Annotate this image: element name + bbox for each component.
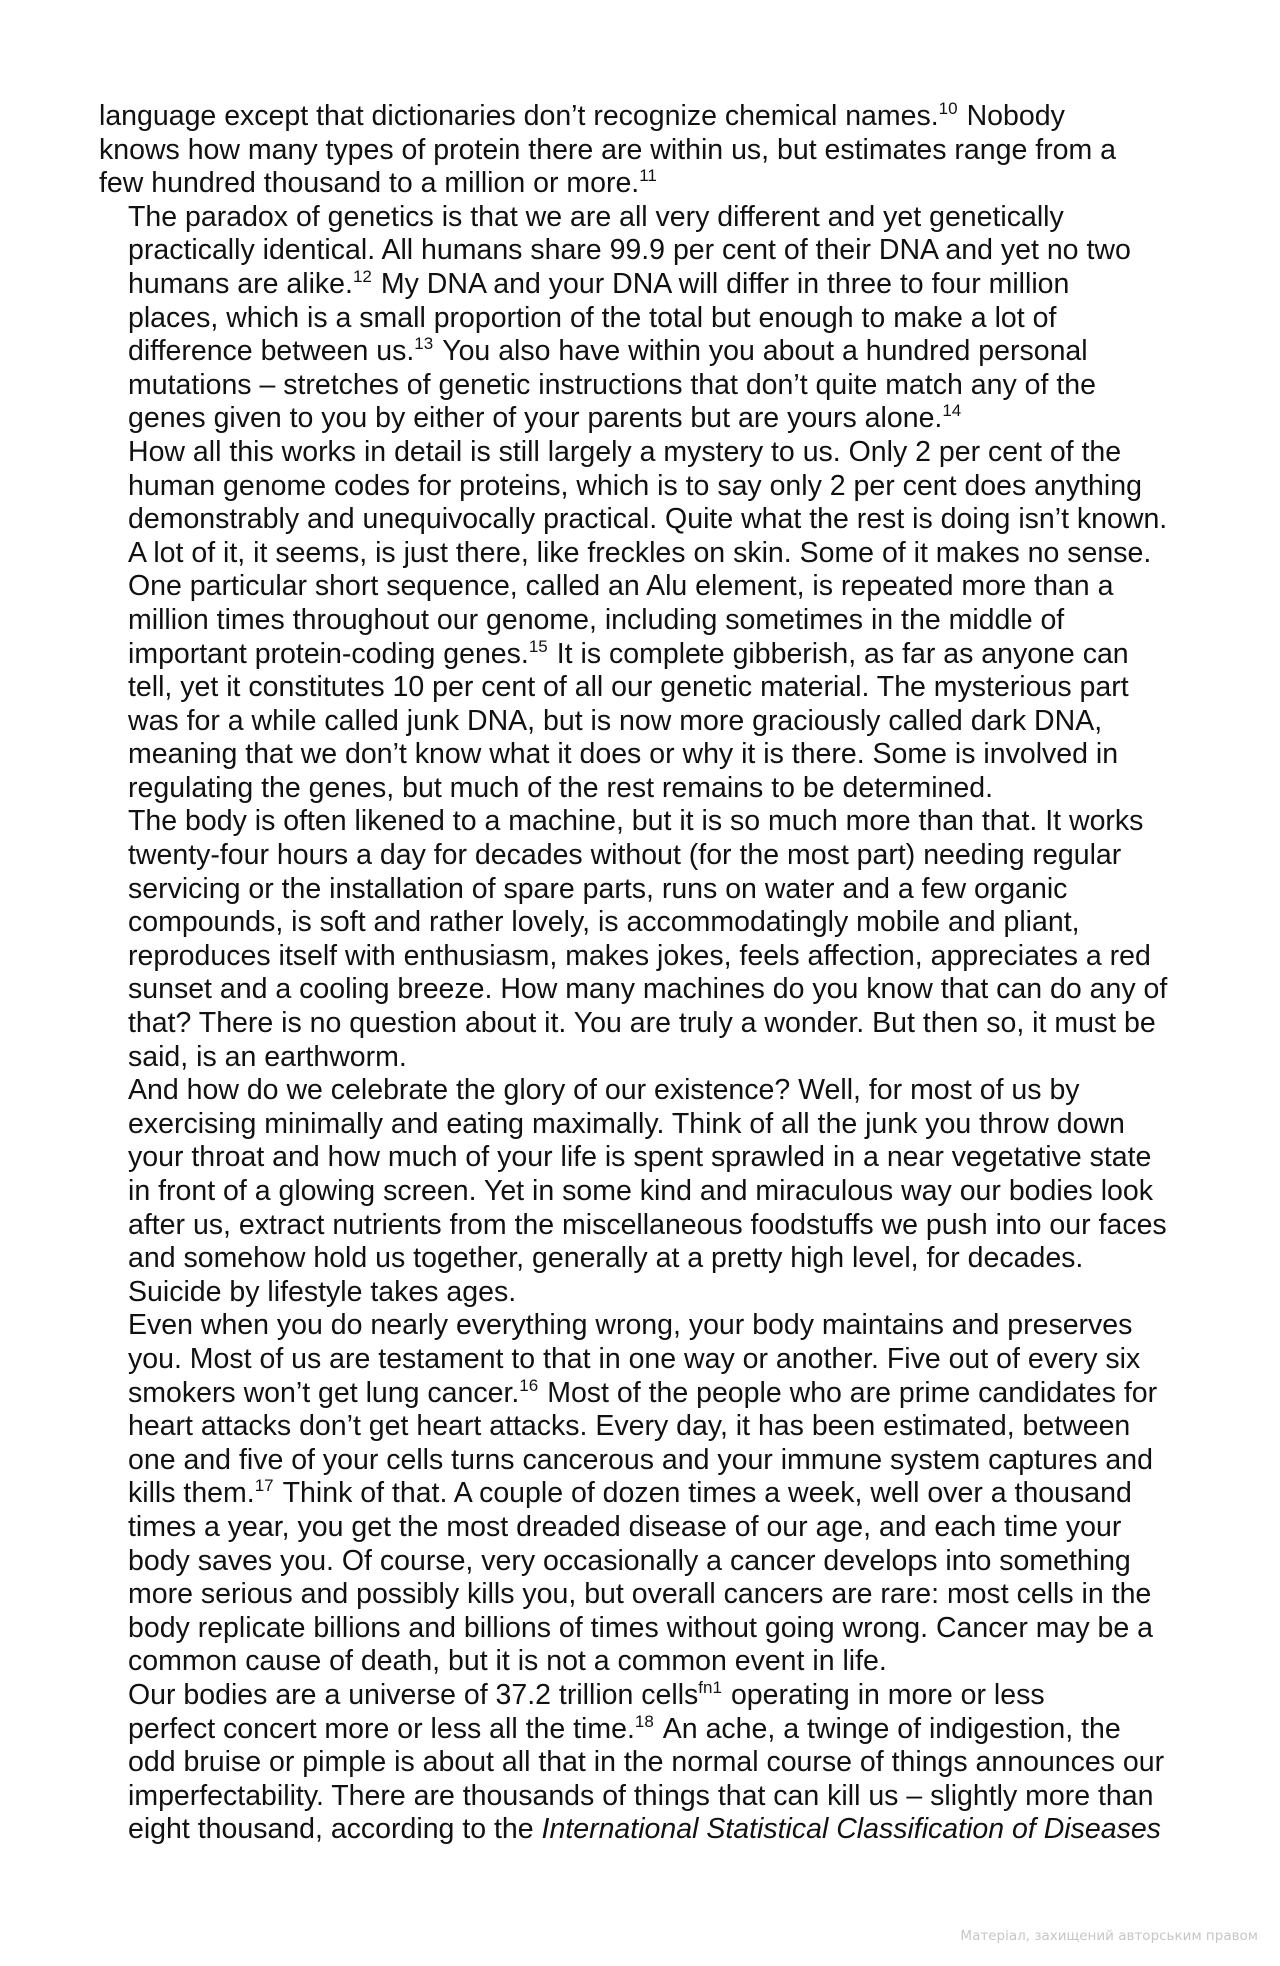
footnote-reference: 18 bbox=[634, 1711, 654, 1731]
text-segment: humans are alike. bbox=[128, 267, 353, 300]
text-segment: perfect concert more or less all the time. bbox=[128, 1712, 635, 1745]
text-line bbox=[99, 1175, 1204, 1209]
text-segment: said, is an earthworm. bbox=[128, 1040, 407, 1073]
text-segment: times a year, you get the most dreaded disease of our age, and each time your bbox=[128, 1510, 1122, 1543]
copyright-watermark: Матеріал, захищений авторським правом bbox=[960, 1928, 1258, 1944]
text-segment: your throat and how much of your life is spent sprawled in a near vegetative state bbox=[128, 1141, 1152, 1174]
text-segment: demonstrably and unequivocally practical. Quite what the rest is doing isn’t known. bbox=[128, 503, 1168, 536]
text-segment: operating in more or less bbox=[730, 1678, 1045, 1711]
footnote-reference: 16 bbox=[519, 1375, 539, 1395]
text-line bbox=[99, 1713, 1204, 1747]
text-segment: after us, extract nutrients from the miscellaneous foodstuffs we push into our faces bbox=[128, 1208, 1167, 1241]
text-line bbox=[99, 1141, 1204, 1175]
text-line bbox=[99, 201, 1204, 235]
text-line bbox=[99, 839, 1204, 873]
text-segment: The body is often likened to a machine, but it is so much more than that. It works bbox=[128, 805, 1144, 838]
text-line bbox=[99, 1074, 1204, 1108]
text-line bbox=[99, 302, 1204, 336]
text-segment: common cause of death, but it is not a common event in life. bbox=[128, 1645, 887, 1678]
text-segment: And how do we celebrate the glory of our existence? Well, for most of us by bbox=[128, 1074, 1080, 1107]
text-segment: important protein-coding genes. bbox=[128, 637, 529, 670]
text-line bbox=[99, 167, 1204, 201]
text-segment: in front of a glowing screen. Yet in some kind and miraculous way our bodies look bbox=[128, 1175, 1153, 1207]
text-line bbox=[99, 1511, 1204, 1545]
footnote-reference: 14 bbox=[942, 401, 962, 421]
text-line bbox=[99, 738, 1204, 772]
text-segment: One particular short sequence, called an Alu element, is repeated more than a bbox=[128, 570, 1114, 603]
text-line bbox=[99, 1276, 1204, 1310]
text-line bbox=[99, 268, 1204, 302]
text-line bbox=[99, 1377, 1204, 1411]
paragraph bbox=[99, 1679, 1204, 1847]
text-line bbox=[99, 470, 1204, 504]
text-segment: exercising minimally and eating maximally. Think of all the junk you throw down bbox=[128, 1107, 1125, 1140]
text-line bbox=[99, 1545, 1204, 1579]
text-segment: heart attacks don’t get heart attacks. Every day, it has been estimated, between bbox=[128, 1410, 1131, 1443]
text-segment: was for a while called junk DNA, but is now more graciously called dark DNA, bbox=[128, 704, 1103, 737]
text-line bbox=[99, 402, 1204, 436]
text-line bbox=[99, 503, 1204, 537]
text-line bbox=[99, 369, 1204, 403]
text-segment: human genome codes for proteins, which is to say only 2 per cent does anything bbox=[128, 469, 1142, 502]
text-segment: places, which is a small proportion of the total but enough to make a lot of bbox=[128, 301, 1057, 334]
text-segment: million times throughout our genome, including sometimes in the middle of bbox=[128, 603, 1065, 636]
footnote-reference: fn1 bbox=[698, 1677, 722, 1697]
text-line bbox=[99, 1477, 1204, 1511]
text-line bbox=[99, 1007, 1204, 1041]
text-segment: You also have within you about a hundred personal bbox=[442, 335, 1088, 368]
text-segment: practically identical. All humans share 99.9 per cent of their DNA and yet no two bbox=[128, 234, 1131, 267]
text-line bbox=[99, 537, 1204, 571]
text-segment: difference between us. bbox=[128, 335, 415, 368]
paragraph bbox=[99, 436, 1204, 806]
text-line bbox=[99, 873, 1204, 907]
text-line bbox=[99, 1242, 1204, 1276]
text-segment: Suicide by lifestyle takes ages. bbox=[128, 1275, 517, 1308]
text-line bbox=[99, 1410, 1204, 1444]
text-segment: servicing or the installation of spare parts, runs on water and a few organic bbox=[128, 872, 1068, 905]
text-segment: one and five of your cells turns cancerous and your immune system captures and bbox=[128, 1443, 1153, 1476]
text-segment: body saves you. Of course, very occasionally a cancer develops into something bbox=[128, 1544, 1131, 1577]
text-line bbox=[99, 705, 1204, 739]
text-line bbox=[99, 805, 1204, 839]
text-segment: Most of the people who are prime candidates for bbox=[547, 1376, 1158, 1409]
text-segment: An ache, a twinge of indigestion, the bbox=[662, 1712, 1121, 1745]
text-segment: smokers won’t get lung cancer. bbox=[128, 1376, 520, 1409]
text-line bbox=[99, 973, 1204, 1007]
text-segment: tell, yet it constitutes 10 per cent of all our genetic material. The mysterious part bbox=[128, 671, 1129, 704]
footnote-reference: 17 bbox=[254, 1476, 274, 1496]
footnote-reference: 15 bbox=[528, 636, 548, 656]
text-segment: It is complete gibberish, as far as anyone can bbox=[556, 637, 1129, 670]
text-segment: Nobody bbox=[966, 100, 1065, 132]
text-line bbox=[99, 1780, 1204, 1814]
footnote-reference: 11 bbox=[639, 166, 657, 186]
text-line bbox=[99, 1645, 1204, 1679]
text-segment: you. Most of us are testament to that in one way or another. Five out of every six bbox=[128, 1342, 1141, 1375]
text-segment: How all this works in detail is still largely a mystery to us. Only 2 per cent of the bbox=[128, 435, 1122, 468]
text-segment: imperfectability. There are thousands of things that can kill us – slightly more than bbox=[128, 1779, 1154, 1812]
text-line bbox=[99, 671, 1204, 705]
text-segment: sunset and a cooling breeze. How many machines do you know that can do any of bbox=[128, 973, 1168, 1006]
footnote-reference: 10 bbox=[938, 99, 958, 118]
text-line bbox=[99, 1343, 1204, 1377]
paragraph bbox=[99, 1074, 1204, 1309]
text-line bbox=[99, 1309, 1204, 1343]
text-segment: meaning that we don’t know what it does or why it is there. Some is involved in bbox=[128, 738, 1119, 771]
text-line bbox=[99, 1444, 1204, 1478]
text-line bbox=[99, 604, 1204, 638]
text-segment: Think of that. A couple of dozen times a week, well over a thousand bbox=[282, 1477, 1132, 1510]
text-line bbox=[99, 1041, 1204, 1075]
text-line bbox=[99, 1209, 1204, 1243]
text-segment: compounds, is soft and rather lovely, is accommodatingly mobile and pliant, bbox=[128, 906, 1080, 939]
text-line bbox=[99, 436, 1204, 470]
text-line bbox=[99, 906, 1204, 940]
text-segment: eight thousand, according to the bbox=[128, 1813, 542, 1846]
text-segment: mutations – stretches of genetic instructions that don’t quite match any of the bbox=[128, 368, 1096, 401]
footnote-reference: 12 bbox=[352, 266, 372, 286]
text-segment: twenty-four hours a day for decades without (for the most part) needing regular bbox=[128, 839, 1122, 872]
text-segment: and somehow hold us together, generally at a pretty high level, for decades. bbox=[128, 1242, 1084, 1275]
text-segment: more serious and possibly kills you, but overall cancers are rare: most cells in the bbox=[128, 1578, 1152, 1611]
text-segment: odd bruise or pimple is about all that in the normal course of things announces our bbox=[128, 1746, 1165, 1779]
book-page-body bbox=[99, 100, 1204, 1847]
text-line bbox=[99, 1746, 1204, 1780]
text-segment: kills them. bbox=[128, 1477, 255, 1510]
text-segment: language except that dictionaries don’t recognize chemical names. bbox=[99, 100, 939, 132]
text-segment: regulating the genes, but much of the rest remains to be determined. bbox=[128, 771, 994, 804]
text-segment: My DNA and your DNA will differ in three to four million bbox=[380, 267, 1070, 300]
text-segment: body replicate billions and billions of times without going wrong. Cancer may be a bbox=[128, 1611, 1153, 1644]
italic-title: International Statistical Classification of Diseases bbox=[541, 1813, 1161, 1846]
text-segment: genes given to you by either of your parents but are yours alone. bbox=[128, 402, 943, 435]
paragraph bbox=[99, 201, 1204, 436]
text-segment: Even when you do nearly everything wrong, your body maintains and preserves bbox=[128, 1309, 1133, 1342]
text-segment: A lot of it, it seems, is just there, like freckles on skin. Some of it makes no sense. bbox=[128, 536, 1152, 569]
text-line bbox=[99, 100, 1204, 134]
text-line bbox=[99, 1813, 1204, 1847]
paragraph bbox=[99, 805, 1204, 1074]
text-segment: knows how many types of protein there are within us, but estimates range from a bbox=[99, 133, 1116, 166]
text-line bbox=[99, 134, 1204, 168]
text-line bbox=[99, 1108, 1204, 1142]
text-segment: Our bodies are a universe of 37.2 trillion cells bbox=[128, 1678, 699, 1711]
text-line bbox=[99, 570, 1204, 604]
text-line bbox=[99, 772, 1204, 806]
text-segment: The paradox of genetics is that we are all very different and yet genetically bbox=[128, 200, 1064, 233]
text-line bbox=[99, 234, 1204, 268]
footnote-reference: 13 bbox=[414, 334, 434, 354]
paragraph bbox=[99, 1309, 1204, 1679]
text-segment: few hundred thousand to a million or more. bbox=[99, 167, 640, 200]
text-line bbox=[99, 940, 1204, 974]
text-line bbox=[99, 335, 1204, 369]
text-line bbox=[99, 1679, 1204, 1713]
text-line bbox=[99, 1612, 1204, 1646]
text-segment: that? There is no question about it. You are truly a wonder. But then so, it must be bbox=[128, 1007, 1156, 1040]
text-segment: reproduces itself with enthusiasm, makes jokes, feels affection, appreciates a red bbox=[128, 939, 1151, 972]
paragraph bbox=[99, 100, 1204, 201]
text-line bbox=[99, 1578, 1204, 1612]
text-line bbox=[99, 638, 1204, 672]
